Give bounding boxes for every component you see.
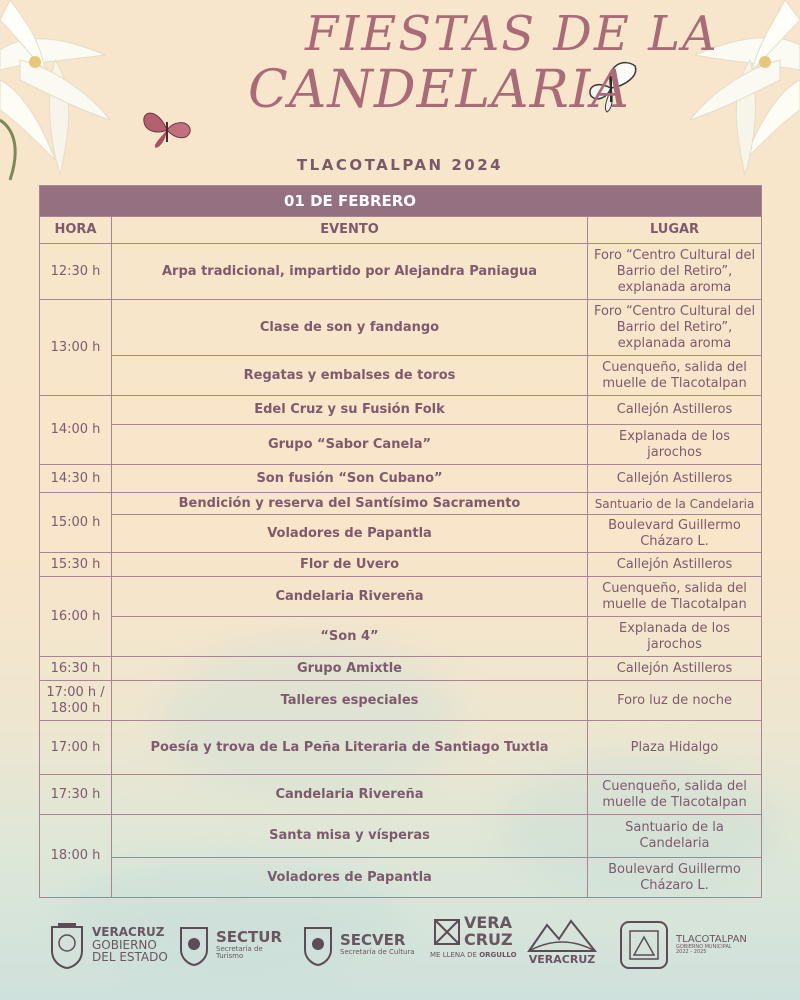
logo-tlacotalpan <box>618 915 747 975</box>
hour-cell: 16:30 h <box>40 657 112 681</box>
sectur-sub-2: Turismo <box>216 951 244 960</box>
table-row <box>40 721 762 775</box>
column-header-hora: HORA <box>40 217 112 244</box>
event-cell: Grupo “Sabor Canela” <box>112 425 588 465</box>
gobierno-label: GOBIERNO <box>92 937 157 952</box>
event-cell: Clase de son y fandango <box>112 300 588 356</box>
table-row <box>40 657 762 681</box>
logo-vera-cruz <box>430 915 517 975</box>
column-header-evento: EVENTO <box>112 217 588 244</box>
logo-veracruz-badge <box>527 915 597 975</box>
event-cell: Flor de Uvero <box>112 553 588 577</box>
sectur-sub-1: Secretaría de <box>216 944 263 953</box>
municipal-seal-icon <box>618 919 670 971</box>
hour-cell: 18:00 h <box>40 815 112 898</box>
place-cell: Boulevard Guillermo Cházaro L. <box>588 515 762 553</box>
table-row <box>40 858 762 898</box>
del-estado-label: DEL ESTADO <box>92 950 168 965</box>
column-header-lugar: LUGAR <box>588 217 762 244</box>
title-line-2: CANDELARIA <box>248 60 630 120</box>
hour-cell: 15:30 h <box>40 553 112 577</box>
veracruz-badge-label: VERACRUZ <box>528 953 596 966</box>
event-cell: Voladores de Papantla <box>112 858 588 898</box>
tlacotalpan-sub-1: GOBIERNO MUNICIPAL <box>676 944 732 950</box>
place-cell: Explanada de los jarochos <box>588 617 762 657</box>
table-row <box>40 515 762 553</box>
place-cell: Boulevard Guillermo Cházaro L. <box>588 858 762 898</box>
event-cell: Grupo Amixtle <box>112 657 588 681</box>
place-cell: Cuenqueño, salida del muelle de Tlacotalpan <box>588 356 762 396</box>
hour-cell: 13:00 h <box>40 300 112 396</box>
subtitle: TLACOTALPAN 2024 <box>296 156 504 174</box>
event-cell: Poesía y trova de La Peña Literaria de Santiago Tuxtla <box>112 721 588 775</box>
place-cell: Cuenqueño, salida del muelle de Tlacotalpan <box>588 775 762 815</box>
hour-cell: 17:00 h <box>40 721 112 775</box>
vera-label: VERA <box>463 913 512 932</box>
hour-cell: 14:30 h <box>40 465 112 493</box>
place-cell: Callejón Astilleros <box>588 396 762 425</box>
cruz-label: CRUZ <box>463 929 513 949</box>
tlacotalpan-label: TLACOTALPAN <box>676 933 747 945</box>
table-row <box>40 425 762 465</box>
tlacotalpan-sub-2: 2022 - 2025 <box>676 949 707 956</box>
shield-icon <box>302 924 334 966</box>
event-cell: Son fusión “Son Cubano” <box>112 465 588 493</box>
event-cell: “Son 4” <box>112 617 588 657</box>
place-cell: Foro luz de noche <box>588 681 762 721</box>
footer-logos <box>0 915 800 985</box>
coat-of-arms-icon <box>48 921 86 969</box>
event-cell: Voladores de Papantla <box>112 515 588 553</box>
table-row <box>40 617 762 657</box>
hour-cell: 12:30 h <box>40 244 112 300</box>
hour-cell: 14:00 h <box>40 396 112 465</box>
place-cell: Callejón Astilleros <box>588 553 762 577</box>
event-cell: Arpa tradicional, impartido por Alejandra Paniagua <box>112 244 588 300</box>
place-cell: Foro “Centro Cultural del Barrio del Retiro”, explanada aroma <box>588 244 762 300</box>
table-row <box>40 356 762 396</box>
table-row <box>40 553 762 577</box>
place-cell: Cuenqueño, salida del muelle de Tlacotalpan <box>588 577 762 617</box>
place-cell: Plaza Hidalgo <box>588 721 762 775</box>
event-cell: Candelaria Rivereña <box>112 775 588 815</box>
table-row <box>40 577 762 617</box>
place-cell: Santuario de la Candelaria <box>588 815 762 858</box>
table-row <box>40 300 762 356</box>
title-line-1: FIESTAS DE LA <box>305 6 719 62</box>
place-cell: Foro “Centro Cultural del Barrio del Retiro”, explanada aroma <box>588 300 762 356</box>
event-cell: Santa misa y vísperas <box>112 815 588 858</box>
shield-icon <box>178 924 210 966</box>
event-cell: Candelaria Rivereña <box>112 577 588 617</box>
table-row <box>40 244 762 300</box>
logo-veracruz-gobierno <box>48 915 168 975</box>
butterfly-pink-icon <box>140 108 194 150</box>
hour-cell: 17:00 h / 18:00 h <box>40 681 112 721</box>
secver-label: SECVER <box>340 931 406 950</box>
event-cell: Talleres especiales <box>112 681 588 721</box>
place-cell: Callejón Astilleros <box>588 657 762 681</box>
mountain-badge-icon <box>527 915 597 953</box>
schedule-table <box>39 185 762 898</box>
event-cell: Regatas y embalses de toros <box>112 356 588 396</box>
secver-sub: Secretaría de Cultura <box>340 948 415 957</box>
table-row <box>40 465 762 493</box>
hour-cell: 15:00 h <box>40 493 112 553</box>
table-row <box>40 681 762 721</box>
hour-cell: 16:00 h <box>40 577 112 657</box>
pattern-icon <box>434 919 460 945</box>
logo-sectur <box>178 915 282 975</box>
veracruz-label: VERACRUZ <box>92 925 165 940</box>
table-row <box>40 396 762 425</box>
event-cell: Edel Cruz y su Fusión Folk <box>112 396 588 425</box>
hour-cell: 17:30 h <box>40 775 112 815</box>
table-row <box>40 815 762 858</box>
place-cell: Santuario de la Candelaria <box>588 493 762 515</box>
place-cell: Callejón Astilleros <box>588 465 762 493</box>
logo-secver <box>302 915 415 975</box>
table-row <box>40 493 762 515</box>
tagline-bold: ORGULLO <box>479 950 517 959</box>
date-header: 01 DE FEBRERO <box>40 186 762 217</box>
event-cell: Bendición y reserva del Santísimo Sacramento <box>112 493 588 515</box>
sectur-label: SECTUR <box>216 927 283 946</box>
place-cell: Explanada de los jarochos <box>588 425 762 465</box>
table-row <box>40 775 762 815</box>
tagline-prefix: ME LLENA DE <box>430 950 480 959</box>
